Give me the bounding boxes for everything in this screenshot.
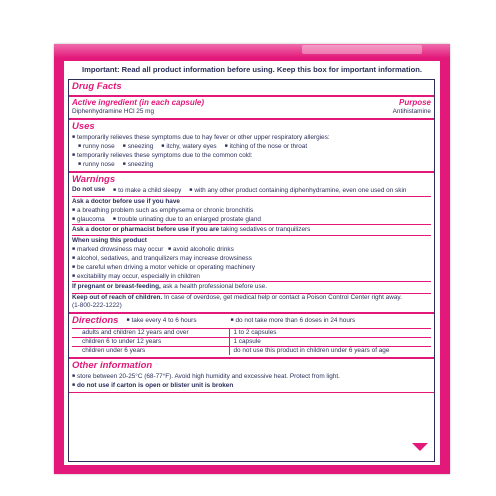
list-item: ■ take every 4 to 6 hours	[126, 316, 230, 325]
back-panel	[64, 61, 440, 465]
other-information-title: Other information	[72, 360, 153, 372]
drug-facts-title: Drug Facts	[72, 81, 122, 92]
cold-symptom-list	[72, 160, 431, 169]
purpose-text: Antihistamine	[392, 108, 431, 115]
do-not-use-row	[72, 186, 431, 196]
dosage-table	[72, 328, 431, 356]
table-cell: children 6 to under 12 years	[72, 337, 230, 346]
table-cell: 1 to 2 capsules	[230, 328, 431, 337]
uses-intro-cold: ■ temporarily relieves these symptoms due to the common cold:	[72, 151, 431, 160]
directions-title: Directions	[72, 314, 119, 326]
table-row	[72, 347, 431, 356]
list-item: ■ marked drowsiness may occur	[72, 245, 168, 254]
list-item: ■ a breathing problem such as emphysema or chronic bronchitis	[72, 206, 431, 215]
purpose-heading: Purpose	[398, 98, 431, 107]
list-item: ■ do not use if carton is open or blister unit is broken	[72, 381, 431, 390]
keep-out-of-reach-text: In case of overdose, get medical help or contact a Poison Control Center right away.	[163, 293, 402, 301]
table-cell: 1 capsule	[230, 337, 431, 346]
when-using-heading: When using this product	[72, 236, 147, 244]
list-item: ■ sneezing	[123, 142, 154, 151]
list-item: ■ to make a child sleepy	[113, 186, 181, 195]
ask-pharmacist-label: Ask a doctor or pharmacist before use if you are	[72, 225, 220, 233]
table-cell: adults and children 12 years and over	[72, 328, 230, 337]
flap-print	[302, 45, 422, 54]
warnings-section	[69, 173, 434, 313]
list-item: ■ store between 20-25°C (68-77°F). Avoid high humidity and excessive heat. Protect from light.	[72, 372, 431, 381]
table-cell: do not use this product in children under 6 years of age	[230, 347, 431, 356]
other-information-section	[69, 359, 434, 393]
ask-pharmacist-text: taking sedatives or tranquilizers	[220, 225, 311, 233]
list-item: ■ sneezing	[123, 160, 154, 169]
box-top-flap	[54, 44, 450, 58]
do-not-use-label: Do not use	[72, 186, 106, 194]
list-item: ■ with any other product containing diphenhydramine, even one used on skin	[189, 186, 406, 195]
list-item: ■ runny nose	[78, 160, 115, 169]
table-row	[72, 337, 431, 346]
uses-section	[69, 120, 434, 173]
list-item: ■ do not take more than 6 doses in 24 hours	[230, 316, 355, 325]
drug-facts-section	[69, 80, 434, 97]
list-item: ■ be careful when driving a motor vehicle or operating machinery	[72, 263, 431, 272]
keep-out-of-reach-label: Keep out of reach of children.	[72, 293, 163, 301]
active-ingredient-section	[69, 97, 434, 120]
table-cell: children under 6 years	[72, 347, 230, 356]
pregnant-label: If pregnant or breast-feeding,	[72, 283, 161, 291]
list-item: ■ itchy, watery eyes	[161, 142, 216, 151]
allergy-symptom-list	[72, 142, 431, 151]
ask-pharmacist-row	[72, 225, 431, 236]
ask-doctor-heading: Ask a doctor before use if you have	[72, 197, 180, 205]
drug-facts-panel	[68, 79, 435, 462]
product-box	[54, 44, 450, 474]
ingredient-text: Diphenhydramine HCl 25 mg	[72, 108, 155, 115]
list-item: ■ avoid alcoholic drinks	[168, 245, 234, 254]
important-notice: Important: Read all product information before using. Keep this box for important information.	[81, 65, 423, 74]
poison-control-phone: (1-800-222-1222)	[72, 301, 122, 309]
uses-intro-allergy: ■ temporarily relieves these symptoms due to hay fever or other upper respiratory allergies:	[72, 133, 431, 142]
list-item: ■ itching of the nose or throat	[225, 142, 307, 151]
directions-section	[69, 314, 434, 360]
list-item: ■ glaucoma	[72, 215, 105, 224]
active-ingredient-heading: Active ingredient (in each capsule)	[72, 98, 205, 107]
table-row	[72, 328, 431, 337]
warnings-title: Warnings	[72, 174, 116, 186]
keep-out-of-reach-row	[72, 294, 431, 302]
list-item: ■ trouble urinating due to an enlarged prostate gland	[113, 215, 261, 224]
list-item: ■ runny nose	[78, 142, 115, 151]
down-arrow-icon	[412, 443, 428, 451]
list-item: ■ alcohol, sedatives, and tranquilizers may increase drowsiness	[72, 254, 431, 263]
uses-title: Uses	[72, 121, 95, 133]
pregnant-text: ask a health professional before use.	[162, 283, 268, 291]
pregnant-row	[72, 282, 431, 293]
list-item: ■ excitability may occur, especially in children	[72, 272, 431, 282]
